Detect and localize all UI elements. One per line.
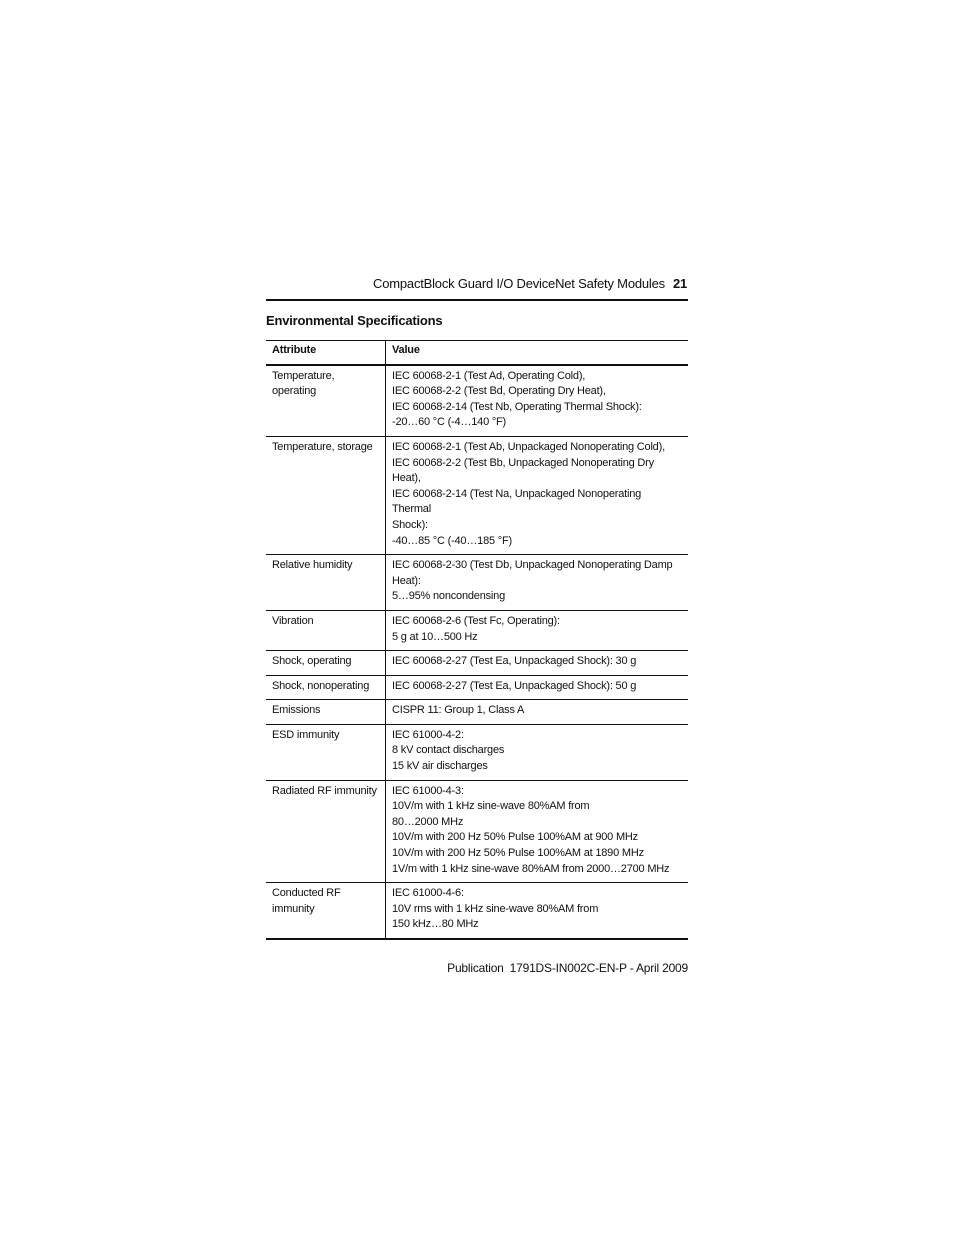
- column-header-attribute: Attribute: [266, 341, 386, 365]
- attribute-cell: Vibration: [266, 610, 386, 650]
- footer-label: Publication: [447, 961, 504, 975]
- table-row: [266, 780, 688, 883]
- value-cell: [386, 651, 689, 676]
- table-row: [266, 675, 688, 700]
- value-line: 15 kV air discharges: [392, 760, 488, 773]
- table-row: [266, 700, 688, 725]
- value-line: IEC 60068-2-2 (Test Bd, Operating Dry Heat),: [392, 385, 606, 398]
- value-cell: [386, 610, 689, 650]
- value-cell: [386, 724, 689, 780]
- table-body: [266, 365, 688, 939]
- attribute-cell: Temperature, operating: [266, 365, 386, 437]
- section-title: Environmental Specifications: [266, 313, 443, 328]
- attribute-cell: Emissions: [266, 700, 386, 725]
- header-title: CompactBlock Guard I/O DeviceNet Safety Modules: [373, 276, 665, 291]
- value-line: IEC 60068-2-14 (Test Na, Unpackaged Nonoperating Thermal: [392, 487, 642, 516]
- value-line: 8 kV contact discharges: [392, 744, 505, 757]
- column-header-value: Value: [386, 341, 689, 365]
- page-number: 21: [672, 276, 687, 291]
- value-line: 80…2000 MHz: [392, 815, 464, 828]
- value-cell: [386, 436, 689, 554]
- value-cell: [386, 780, 689, 883]
- value-line: IEC 60068-2-2 (Test Bb, Unpackaged Nonoperating Dry Heat),: [392, 456, 654, 485]
- value-line: 1V/m with 1 kHz sine-wave 80%AM from 2000…2700 MHz: [392, 862, 670, 875]
- header-rule: [266, 299, 688, 301]
- value-line: IEC 61000-4-3:: [392, 784, 464, 797]
- attribute-cell: Conducted RF immunity: [266, 883, 386, 939]
- attribute-cell: Shock, operating: [266, 651, 386, 676]
- attribute-cell: Shock, nonoperating: [266, 675, 386, 700]
- attribute-cell: Temperature, storage: [266, 436, 386, 554]
- value-line: 5 g at 10…500 Hz: [392, 630, 478, 643]
- value-line: IEC 60068-2-1 (Test Ad, Operating Cold),: [392, 369, 586, 382]
- attribute-cell: Relative humidity: [266, 555, 386, 611]
- table-row: [266, 651, 688, 676]
- value-cell: [386, 700, 689, 725]
- table-row: [266, 724, 688, 780]
- value-line: IEC 60068-2-27 (Test Ea, Unpackaged Shock): 30 g: [392, 655, 637, 668]
- value-line: Shock):: [392, 518, 428, 531]
- value-line: 10V rms with 1 kHz sine-wave 80%AM from: [392, 902, 599, 915]
- publication-id: 1791DS-IN002C-EN-P - April 2009: [509, 961, 688, 975]
- value-line: 10V/m with 1 kHz sine-wave 80%AM from: [392, 800, 590, 813]
- value-line: IEC 60068-2-14 (Test Nb, Operating Thermal Shock):: [392, 400, 642, 413]
- value-line: IEC 60068-2-6 (Test Fc, Operating):: [392, 614, 560, 627]
- table-row: [266, 555, 688, 611]
- value-line: IEC 61000-4-6:: [392, 887, 464, 900]
- table-row: [266, 365, 688, 437]
- value-cell: [386, 365, 689, 437]
- value-line: CISPR 11: Group 1, Class A: [392, 704, 525, 717]
- table-row: [266, 883, 688, 939]
- attribute-cell: ESD immunity: [266, 724, 386, 780]
- value-line: -20…60 °C (-4…140 °F): [392, 416, 507, 429]
- value-line: 5…95% noncondensing: [392, 590, 506, 603]
- value-line: 10V/m with 200 Hz 50% Pulse 100%AM at 900 MHz: [392, 831, 638, 844]
- value-cell: [386, 675, 689, 700]
- attribute-cell: Radiated RF immunity: [266, 780, 386, 883]
- value-line: IEC 60068-2-1 (Test Ab, Unpackaged Nonoperating Cold),: [392, 440, 665, 453]
- value-line: IEC 61000-4-2:: [392, 728, 464, 741]
- page-footer: [266, 961, 688, 975]
- value-line: Heat):: [392, 574, 421, 587]
- table-row: [266, 436, 688, 554]
- value-line: IEC 60068-2-30 (Test Db, Unpackaged Nonoperating Damp: [392, 559, 673, 572]
- table-header-row: [266, 341, 688, 365]
- value-line: -40…85 °C (-40…185 °F): [392, 534, 512, 547]
- table-row: [266, 610, 688, 650]
- value-line: IEC 60068-2-27 (Test Ea, Unpackaged Shock): 50 g: [392, 679, 637, 692]
- spec-table: [266, 340, 688, 940]
- page-header: [266, 276, 687, 298]
- value-line: 150 kHz…80 MHz: [392, 918, 479, 931]
- value-cell: [386, 555, 689, 611]
- value-line: 10V/m with 200 Hz 50% Pulse 100%AM at 1890 MHz: [392, 847, 644, 860]
- value-cell: [386, 883, 689, 939]
